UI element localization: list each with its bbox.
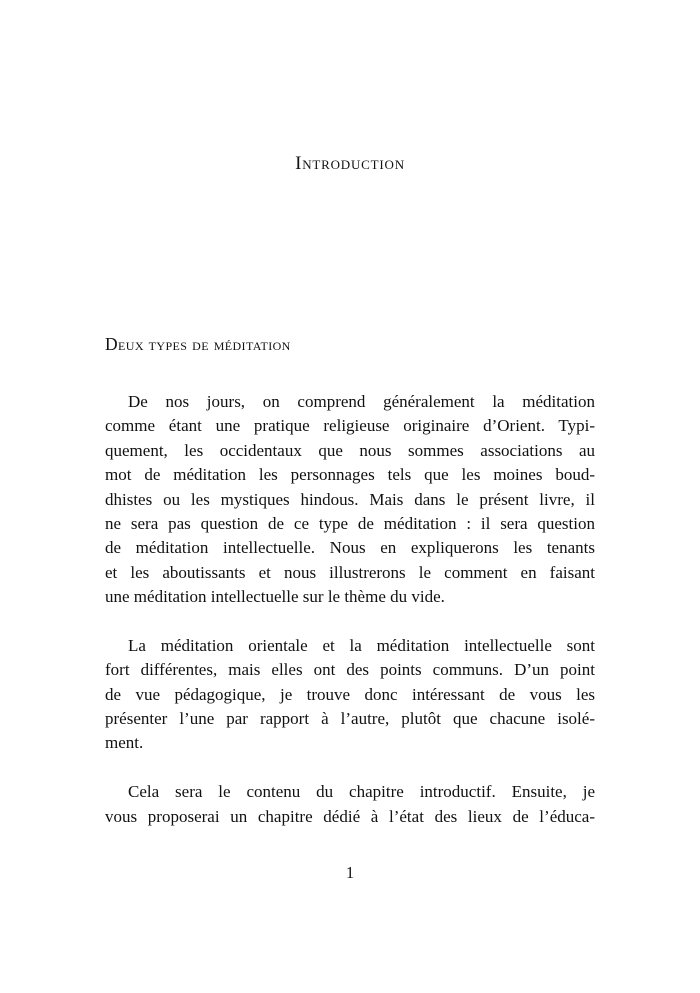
paragraph [105, 780, 595, 829]
text-line: vous proposerai un chapitre dédié à l’état des lieux de l’éduca- [105, 806, 595, 826]
text-line: fort différentes, mais elles ont des points communs. D’un point [105, 660, 595, 680]
text-line: Cela sera le contenu du chapitre introductif. Ensuite, je [128, 782, 595, 802]
text-line: ment. [105, 733, 144, 753]
page-number: 1 [345, 863, 355, 882]
text-line: présenter l’une par rapport à l’autre, plutôt que chacune isolé- [105, 709, 595, 729]
text-line: mot de méditation les personnages tels que les moines boud- [105, 465, 595, 485]
body-paragraphs [105, 390, 595, 853]
paragraph [105, 634, 595, 756]
text-line: et les aboutissants et nous illustrerons le comment en faisant [105, 562, 595, 582]
text-line: ne sera pas question de ce type de méditation : il sera question [105, 513, 595, 533]
text-line: De nos jours, on comprend généralement la méditation [128, 392, 595, 411]
chapter-title: Introduction [295, 153, 405, 174]
text-line: comme étant une pratique religieuse originaire d’Orient. Typi- [105, 416, 595, 436]
text-line: une méditation intellectuelle sur le thème du vide. [105, 587, 445, 607]
section-heading: Deux types de méditation [105, 334, 291, 354]
text-line: La méditation orientale et la méditation intellectuelle sont [128, 635, 595, 655]
text-line: dhistes ou les mystiques hindous. Mais dans le présent livre, il [105, 489, 595, 509]
text-line: de méditation intellectuelle. Nous en expliquerons les tenants [105, 538, 595, 558]
paragraph [105, 390, 595, 610]
text-line: quement, les occidentaux que nous sommes associations au [105, 440, 595, 460]
text-line: de vue pédagogique, je trouve donc intéressant de vous les [105, 684, 595, 704]
